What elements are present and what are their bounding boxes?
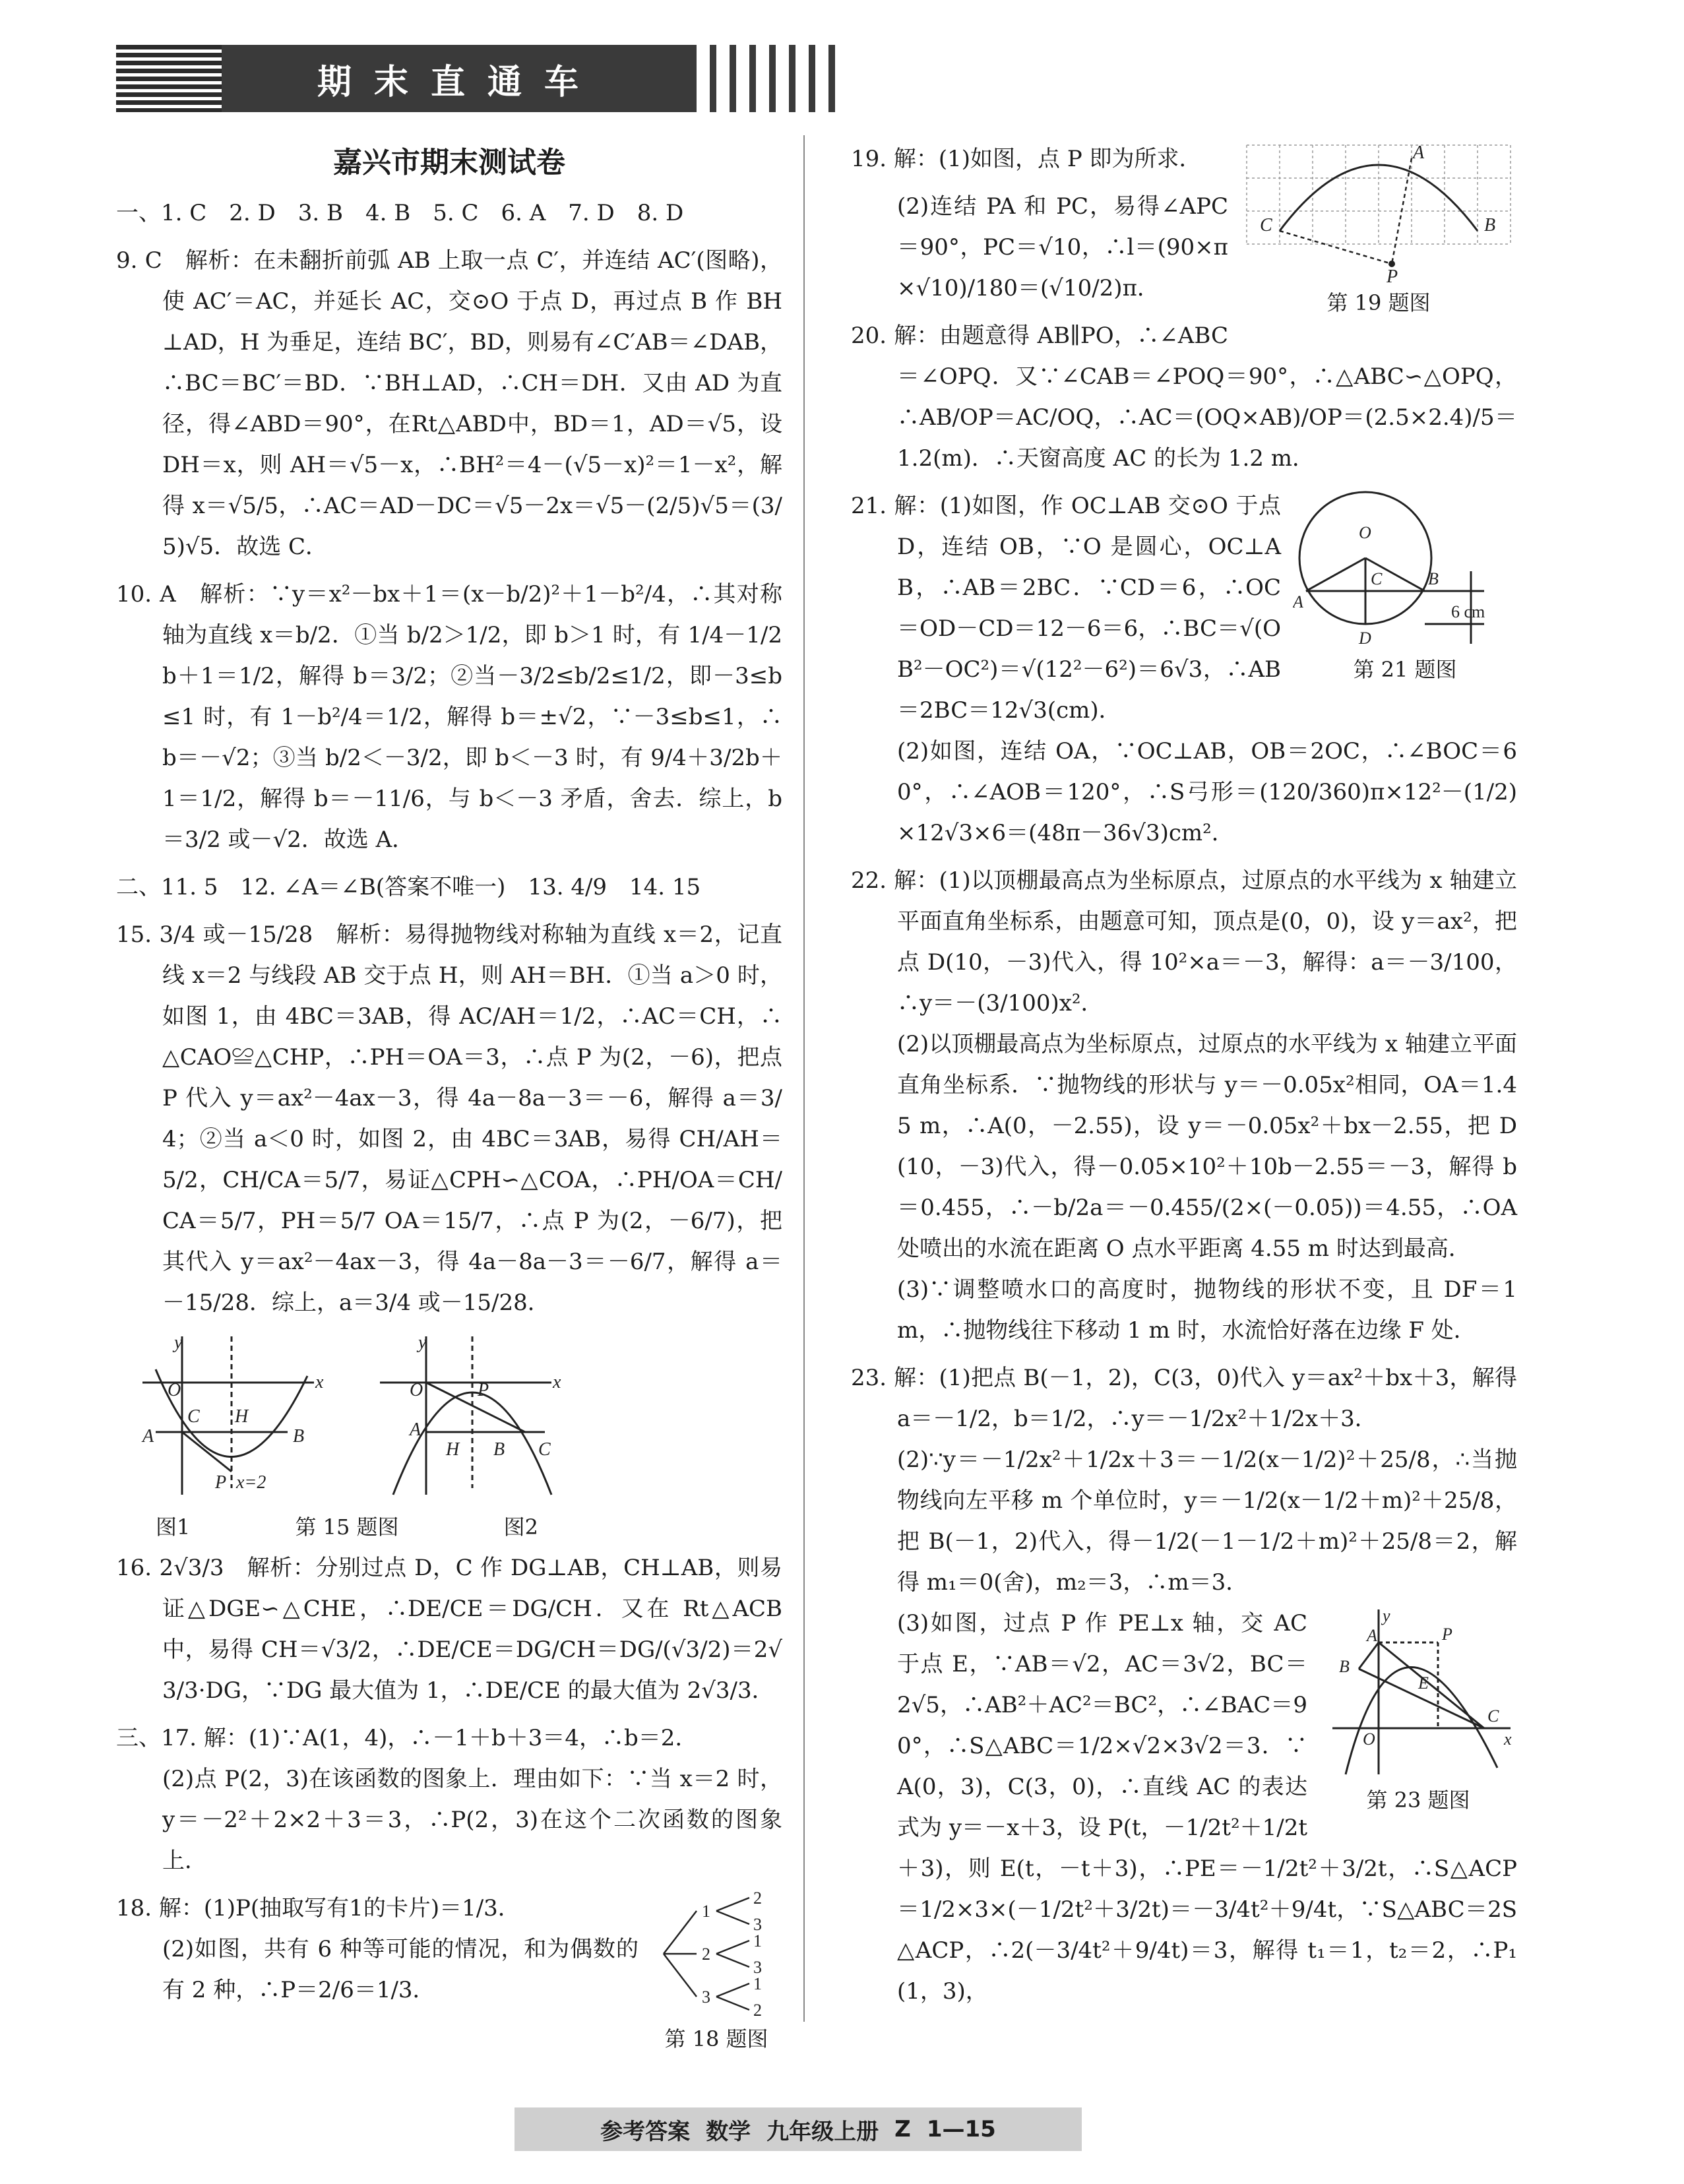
svg-text:H: H <box>446 1439 460 1460</box>
figure-15-1-label: 图1 <box>156 1514 191 1540</box>
svg-text:P: P <box>1387 266 1398 284</box>
figure-21-dimension: 6 cm <box>1451 602 1485 621</box>
figure-18-tree <box>650 1888 782 2020</box>
section-header <box>116 45 815 112</box>
figure-23 <box>1319 1603 1517 1814</box>
svg-text:y: y <box>1383 1606 1390 1625</box>
figure-19 <box>1240 139 1517 317</box>
figure-21-circle <box>1293 485 1517 650</box>
answer-9: 9. C 解析：在未翻折前弧 AB 上取一点 C′，并连结 AC′(图略)，使 AC′＝AC，并延长 AC，交⊙O 于点 D，再过点 B 作 BH⊥AD，H 为垂足，连结 BC′，BD，则易有∠C′AB＝∠DAB，∴BC＝BC′＝BD．∵BH⊥AD，∴CH＝DH．又由 AD 为直径，得∠ABD＝90°，在Rt△ABD中，BD＝1，AD＝√5，设 DH＝x，则 AH＝√5－x，∴BH²＝4－(√5－x)²＝1－x²，解得 x＝√5/5，∴AC＝AD－DC＝√5－2x＝√5－(2/5)√5＝(3/5)√5．故选 C． <box>116 247 782 560</box>
answer-22-3: (3)∵调整喷水口的高度时，抛物线的形状不变，且 DF＝1 m，∴抛物线往下移动 1 m 时，水流恰好落在边缘 F 处． <box>897 1276 1517 1344</box>
answer-20: 20. 解：由题意得 AB∥PO，∴∠ABC＝∠OPQ．又∵∠CAB＝∠POQ＝90°，∴△ABC∽△OPQ，∴AB/OP＝AC/OQ，∴AC＝(OQ×AB)/OP＝(2.5×2.4)/5＝1.2(m)．∴天窗高度 AC 的长为 1.2 m． <box>851 323 1517 472</box>
header-stripes <box>116 45 222 112</box>
answer-22-2: (2)以顶棚最高点为坐标原点，过原点的水平线为 x 轴建立平面直角坐标系．∵抛物线的形状与 y＝－0.05x²相同，OA＝1.45 m，∴A(0，－2.55)，设 y＝－0.05x²＋bx－2.55，把 D(10，－3)代入，得－0.05×10²＋10b－2.55＝－3，解得 b＝0.455，∴－b/2a＝－0.455/(2×(－0.05))＝4.55，∴OA 处喷出的水流在距离 O 点水平距离 4.55 m 时达到最高． <box>897 1031 1517 1262</box>
svg-text:P: P <box>1442 1625 1452 1644</box>
svg-text:2: 2 <box>753 1888 762 1908</box>
svg-text:H: H <box>235 1406 249 1427</box>
svg-text:D: D <box>1359 629 1371 648</box>
header-title-box <box>222 45 697 112</box>
figure-18-caption: 第 18 题图 <box>664 2026 768 2051</box>
svg-text:A: A <box>1413 142 1425 163</box>
svg-text:x: x <box>315 1372 324 1392</box>
svg-text:O: O <box>168 1380 181 1400</box>
svg-text:1: 1 <box>753 1931 762 1950</box>
svg-text:3: 3 <box>753 1958 762 1977</box>
svg-text:1: 1 <box>702 1902 710 1921</box>
answer-23-1: 23. 解：(1)把点 B(－1，2)，C(3，0)代入 y＝ax²＋bx＋3，解得 a＝－1/2，b＝1/2，∴y＝－1/2x²＋1/2x＋3． <box>851 1365 1517 1432</box>
figure-23-caption: 第 23 题图 <box>1366 1788 1470 1813</box>
svg-text:B: B <box>1339 1657 1350 1676</box>
svg-text:A: A <box>1367 1626 1377 1645</box>
figure-15 <box>116 1330 782 1541</box>
answer-18-1: 18. 解：(1)P(抽取写有1的卡片)＝1/3． <box>116 1895 520 1921</box>
answer-17-1: 三、17. 解：(1)∵A(1，4)，∴－1＋b＋3＝4，∴b＝2． <box>116 1725 698 1751</box>
answer-19-2: (2)连结 PA 和 PC，易得∠APC＝90°，PC＝√10，∴l＝(90×π×√10)/180＝(√10/2)π． <box>897 193 1228 301</box>
footer-page: 1—15 <box>926 2116 996 2142</box>
answer-19-1: 19. 解：(1)如图，点 P 即为所求． <box>851 146 1202 172</box>
answer-21-1: 21. 解：(1)如图，作 OC⊥AB 交⊙O 于点 D，连结 OB，∵O 是圆心，OC⊥AB，∴AB＝2BC．∵CD＝6，∴OC＝OD－CD＝12－6＝6，∴BC＝√(OB²－OC²)＝√(12²－6²)＝6√3，∴AB＝2BC＝12√3(cm)． <box>851 493 1281 724</box>
figure-15-caption: 第 15 题图 <box>295 1514 399 1540</box>
footer-grade: 九年级上册 <box>766 2118 879 2145</box>
svg-text:B: B <box>293 1426 305 1447</box>
answer-22-1: 22. 解：(1)以顶棚最高点为坐标原点，过原点的水平线为 x 轴建立平面直角坐标系，由题意可知，顶点是(0，0)，设 y＝ax²，把点 D(10，－3)代入，得 10²×a＝－3，解得：a＝－3/100，∴y＝－(3/100)x²． <box>851 867 1517 1016</box>
svg-text:P: P <box>478 1380 489 1400</box>
figure-23-graph <box>1319 1603 1517 1781</box>
right-column <box>851 139 1517 2012</box>
figure-15-graphs <box>116 1330 578 1508</box>
answer-16: 16. 2√3/3 解析：分别过点 D，C 作 DG⊥AB，CH⊥AB，则易证△DGE∽△CHE，∴DE/CE＝DG/CH．又在 Rt△ACB 中，易得 CH＝√3/2，∴DE/CE＝DG/CH＝DG/(√3/2)＝2√3/3·DG，∵DG 最大值为 1，∴DE/CE 的最大值为 2√3/3． <box>116 1555 782 1704</box>
svg-text:x: x <box>553 1372 561 1392</box>
svg-text:x=2: x=2 <box>236 1472 266 1493</box>
figure-18 <box>650 1888 782 2053</box>
svg-text:B: B <box>493 1439 505 1460</box>
figure-19-grid <box>1240 139 1517 284</box>
svg-text:P: P <box>215 1472 227 1493</box>
svg-text:C: C <box>1260 215 1272 235</box>
svg-text:O: O <box>410 1380 423 1400</box>
svg-text:O: O <box>1359 523 1371 542</box>
svg-text:3: 3 <box>702 1987 710 2007</box>
answer-18-2: (2)如图，共有 6 种等可能的情况，和为偶数的有 2 种，∴P＝2/6＝1/3． <box>162 1936 639 2003</box>
figure-19-caption: 第 19 题图 <box>1326 290 1431 315</box>
answer-15: 15. 3/4 或－15/28 解析：易得抛物线对称轴为直线 x＝2，记直线 x＝2 与线段 AB 交于点 H，则 AH＝BH．①当 a＞0 时，如图 1，由 4BC＝3AB，得 AC/AH＝1/2，∴AC＝CH，∴△CAO≌△CHP，∴PH＝OA＝3，∴点 P 为(2，－6)，把点 P 代入 y＝ax²－4ax－3，得 4a－8a－3＝－6，解得 a＝3/4；②当 a＜0 时，如图 2，由 4BC＝3AB，易得 CH/AH＝5/2，CH/CA＝5/7，易证△CPH∽△COA，∴PH/OA＝CH/CA＝5/7，PH＝5/7 OA＝15/7，∴点 P 为(2，－6/7)，把其代入 y＝ax²－4ax－3，得 4a－8a－3＝－6/7，解得 a＝－15/28．综上，a＝3/4 或－15/28． <box>116 921 782 1316</box>
svg-text:y: y <box>418 1332 427 1353</box>
header-bars <box>710 45 835 112</box>
svg-text:2: 2 <box>702 1945 710 1964</box>
svg-text:C: C <box>1487 1706 1499 1726</box>
svg-text:A: A <box>1293 592 1303 611</box>
svg-text:O: O <box>1363 1730 1375 1749</box>
answer-fill-11-14: 二、11. 5 12. ∠A＝∠B(答案不唯一) 13. 4/9 14. 15 <box>116 874 701 900</box>
column-divider <box>803 135 805 2022</box>
figure-21-caption: 第 21 题图 <box>1353 657 1457 682</box>
svg-text:C: C <box>187 1406 200 1427</box>
svg-text:A: A <box>142 1426 154 1447</box>
answer-10: 10. A 解析：∵y＝x²－bx＋1＝(x－b/2)²＋1－b²/4，∴其对称轴为直线 x＝b/2．①当 b/2＞1/2，即 b＞1 时，有 1/4－1/2b＋1＝1/2，解得 b＝3/2；②当－3/2≤b/2≤1/2，即－3≤b≤1 时，有 1－b²/4＝1/2，解得 b＝±√2，∵－3≤b≤1，∴b＝－√2；③当 b/2＜－3/2，即 b＜－3 时，有 9/4＋3/2b＋1＝1/2，解得 b＝－11/6，与 b＜－3 矛盾，舍去．综上，b＝3/2 或－√2．故选 A． <box>116 581 782 853</box>
svg-text:2: 2 <box>753 2001 762 2020</box>
svg-text:E: E <box>1418 1673 1429 1693</box>
svg-text:C: C <box>538 1439 551 1460</box>
svg-text:B: B <box>1484 215 1496 235</box>
svg-text:x: x <box>1504 1730 1512 1749</box>
section-title: 期末直通车 <box>317 62 601 102</box>
figure-21 <box>1293 485 1517 683</box>
answer-21-2: (2)如图，连结 OA，∵OC⊥AB，OB＝2OC，∴∠BOC＝60°，∴∠AOB＝120°，∴S弓形＝(120/360)π×12²－(1/2)×12√3×6＝(48π－36√3)cm²． <box>897 738 1517 846</box>
left-column <box>116 139 782 2053</box>
svg-text:1: 1 <box>753 1974 762 1993</box>
svg-text:C: C <box>1371 569 1383 588</box>
page-footer <box>515 2107 1082 2151</box>
answer-23-2: (2)∵y＝－1/2x²＋1/2x＋3＝－1/2(x－1/2)²＋25/8，∴当抛物线向左平移 m 个单位时，y＝－1/2(x－1/2＋m)²＋25/8，把 B(－1，2)代入，得－1/2(－1－1/2＋m)²＋25/8＝2，解得 m₁＝0(舍)，m₂＝3，∴m＝3． <box>897 1447 1517 1596</box>
footer-label: 参考答案 <box>600 2118 691 2145</box>
svg-text:3: 3 <box>753 1915 762 1934</box>
footer-edition: Z <box>894 2116 911 2142</box>
svg-text:y: y <box>174 1332 183 1353</box>
svg-text:A: A <box>410 1420 421 1440</box>
answer-23-3: (3)如图，过点 P 作 PE⊥x 轴，交 AC 于点 E，∵AB＝√2，AC＝3√2，BC＝2√5，∴AB²＋AC²＝BC²，∴∠BAC＝90°，∴S△ABC＝1/2×√2×3√2＝3．∵A(0，3)，C(3，0)，∴直线 AC 的表达式为 y＝－x＋3，设 P(t，－1/2t²＋1/2t＋3)，则 E(t，－t＋3)，∴PE＝－1/2t²＋3/2t，∴S△ACP＝1/2×3×(－1/2t²＋3/2t)＝－3/4t²＋9/4t，∵S△ABC＝2S△ACP，∴2(－3/4t²＋9/4t)＝3，解得 t₁＝1，t₂＝2，∴P₁(1，3)， <box>897 1610 1517 2005</box>
answer-17-2: (2)点 P(2，3)在该函数的图象上．理由如下：∵当 x＝2 时，y＝－2²＋2×2＋3＝3，∴P(2，3)在这个二次函数的图象上． <box>162 1766 782 1874</box>
figure-15-2-label: 图2 <box>503 1514 538 1540</box>
footer-subject: 数学 <box>706 2118 751 2145</box>
svg-text:B: B <box>1428 569 1439 588</box>
answer-mc-1-8: 一、1. C 2. D 3. B 4. B 5. C 6. A 7. D 8. D <box>116 200 684 226</box>
exam-title: 嘉兴市期末测试卷 <box>333 146 565 179</box>
